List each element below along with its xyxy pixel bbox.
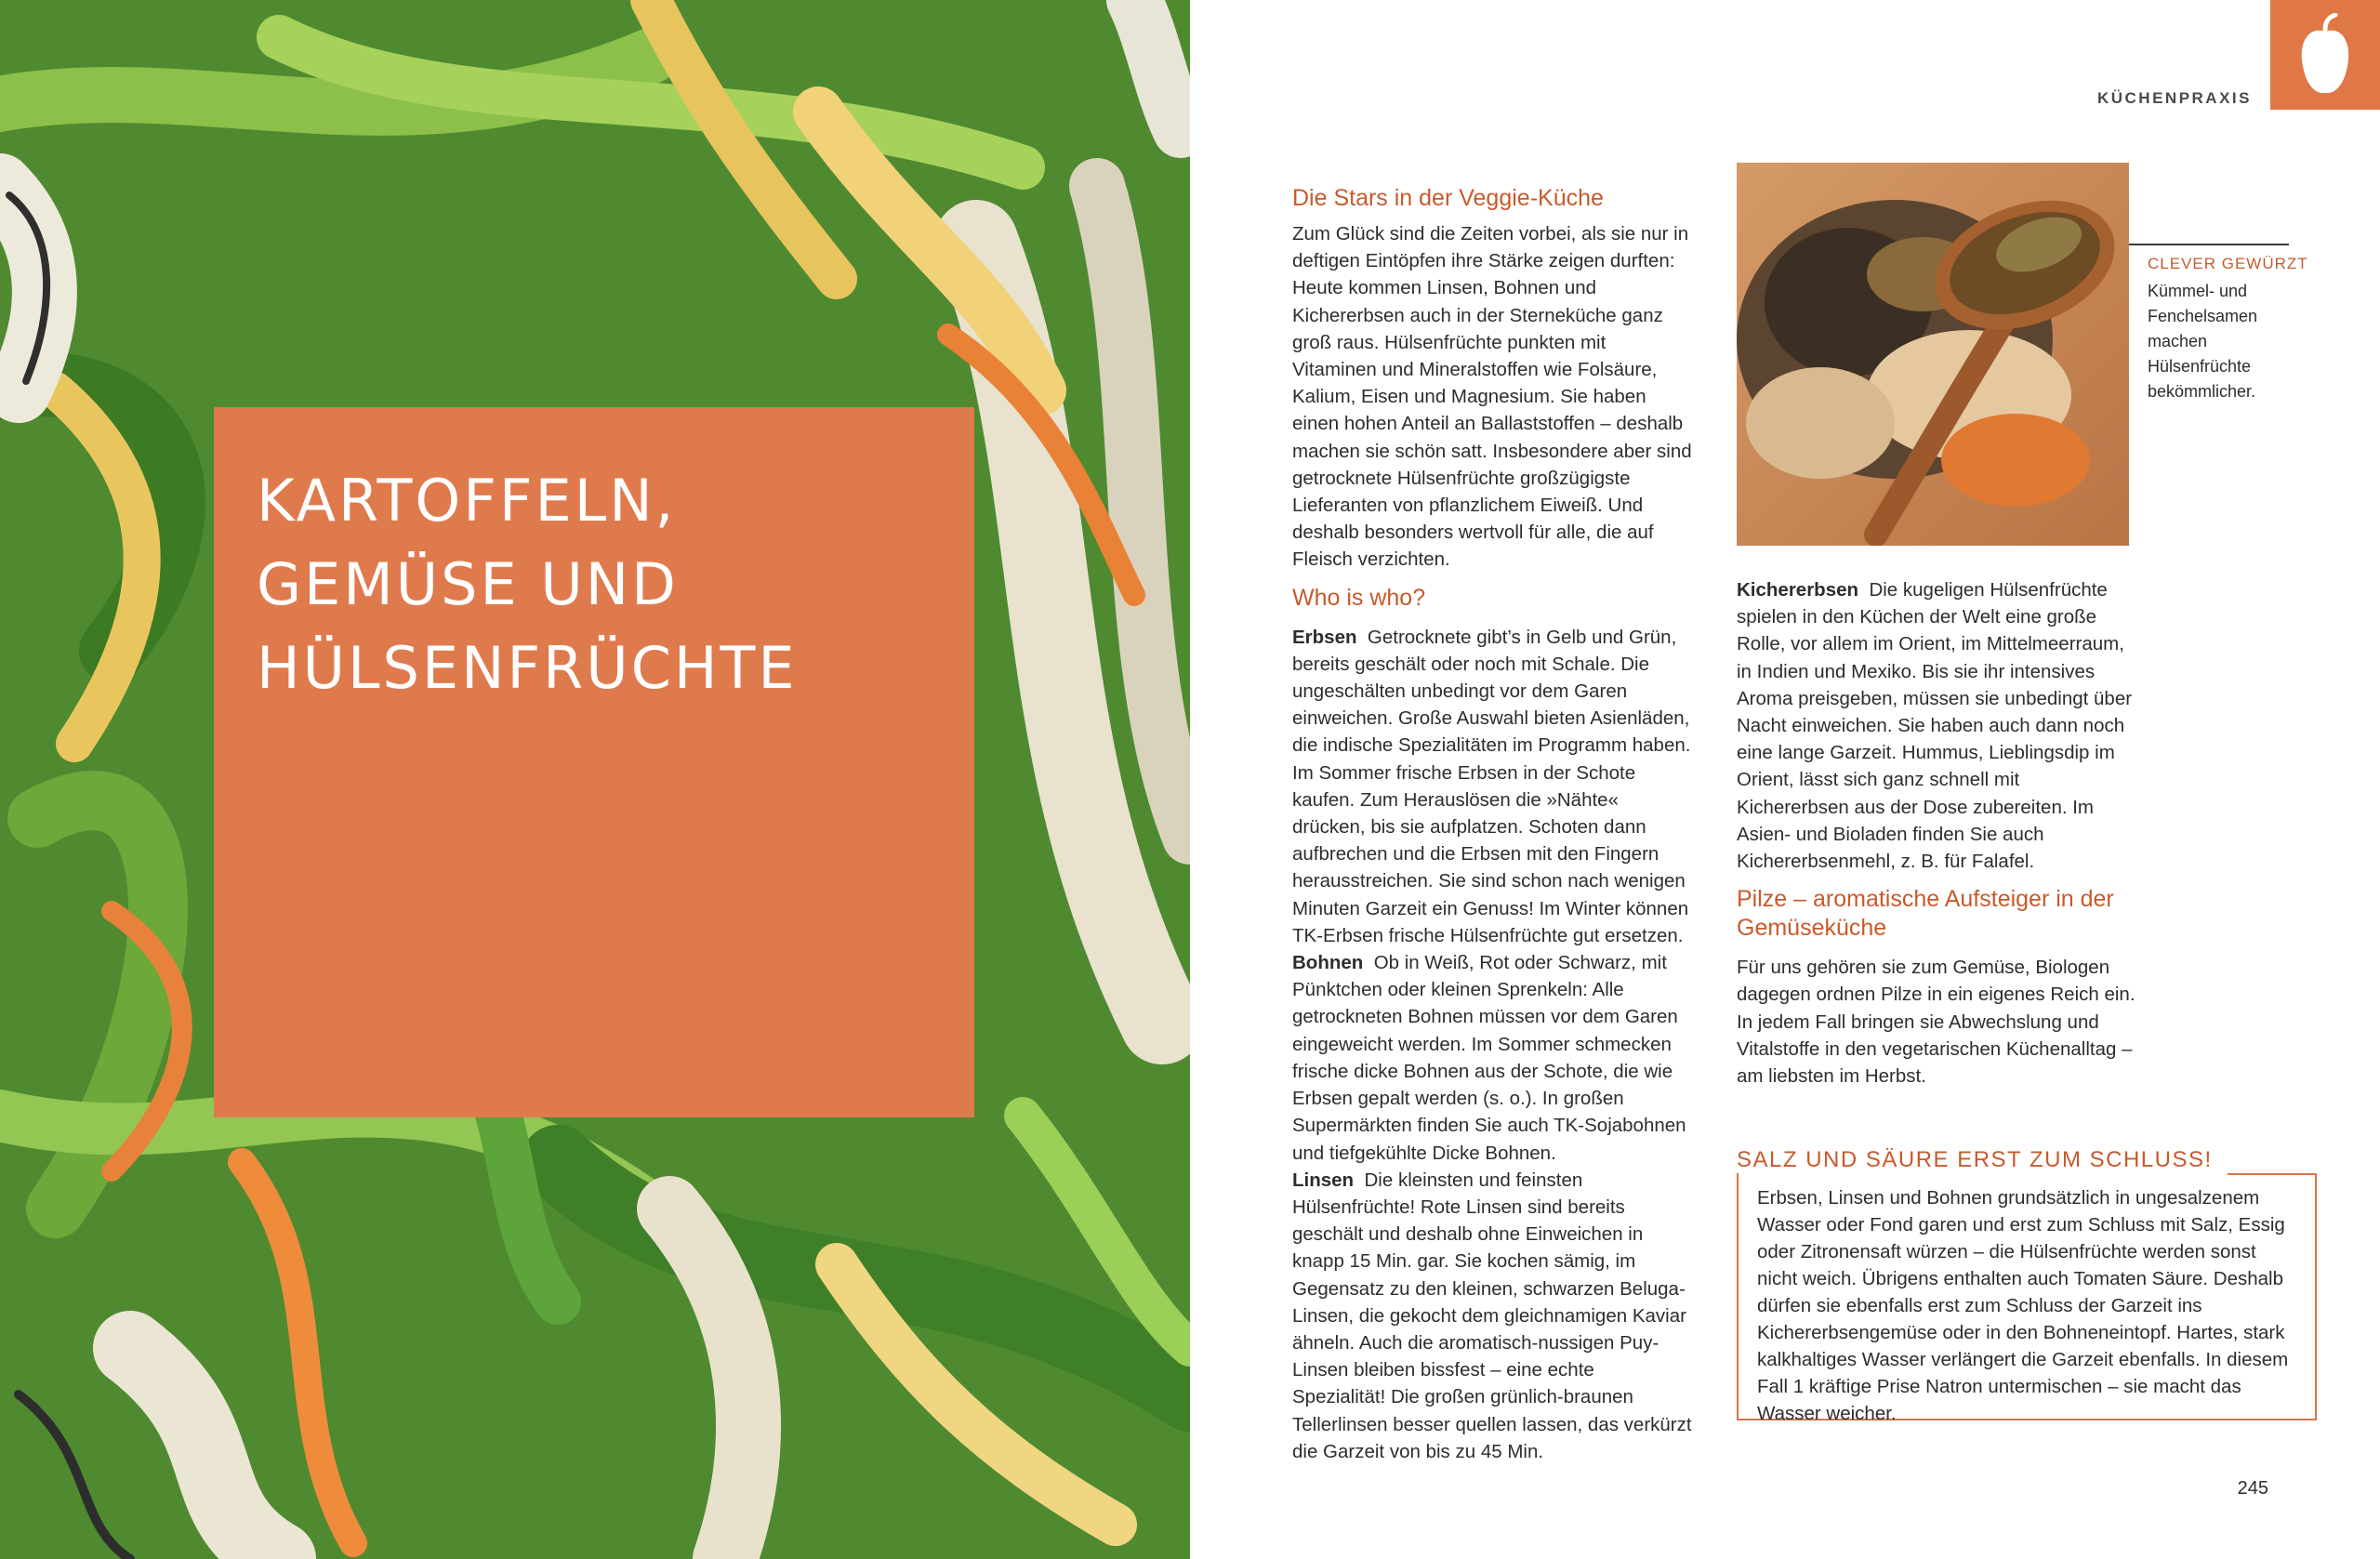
running-head: KÜCHENPRAXIS — [2096, 89, 2252, 107]
text-column-2 — [1737, 576, 2136, 1090]
chapter-title-line-3: HÜLSENFRÜCHTE — [257, 634, 798, 702]
caption-rule — [2129, 244, 2289, 245]
section-body-pilze: Für uns gehören sie zum Gemüse, Biologen dagegen ordnen Pilze in ein eigenes Reich ein. In jedem Fall bringen sie Abwechslung und Vitalstoffe in den vegetarischen Küchenalltag – am liebsten im Herbst. — [1737, 957, 2135, 1088]
chapter-title — [257, 459, 798, 710]
tip-box-top-rule — [2228, 1173, 2315, 1175]
chapter-title-box — [214, 407, 974, 1117]
chapter-title-line-2: GEMÜSE UND — [257, 550, 679, 618]
caption-title: CLEVER GEWÜRZT — [2148, 255, 2308, 272]
page-number: 245 — [2237, 1478, 2268, 1499]
bell-pepper-icon — [2300, 13, 2350, 97]
entry-bohnen — [1292, 949, 1692, 1167]
text-kichererbsen: Die kugeligen Hülsenfrüchte spielen in den Küchen der Welt eine große Rolle, vor allem im Orient, im Mittelmeerraum, in Indien und Mexiko. Bis sie ihr intensives Aroma preisgeben, müssen sie unbedingt über Nacht einweichen. Sie haben auch dann noch eine lange Garzeit. Hummus, Lieblingsdip im Orient, lässt sich ganz schnell mit Kichererbsen aus der Dose zubereiten. Im Asien- und Bioladen finden Sie auch Kichererbsenmehl, z. B. für Falafel. — [1737, 579, 2133, 873]
term-bohnen: Bohnen — [1292, 952, 1364, 974]
legumes-spoon-photo — [1737, 163, 2129, 546]
entry-kichererbsen — [1737, 576, 2136, 875]
tip-box — [1737, 1173, 2317, 1424]
term-kichererbsen: Kichererbsen — [1737, 579, 1859, 601]
section-body-veggie-stars: Zum Glück sind die Zeiten vorbei, als sie nur in deftigen Eintöpfen ihre Stärke zeigen durften: Heute kommen Linsen, Bohnen und Kichererbsen auch in der Sterneküche ganz groß raus. Hülsenfrüchte punkten mit Vitaminen und Mineralstoffen wie Folsäure, Kalium, Eisen und Magnesium. Sie haben einen hohen Anteil an Ballaststoffen – deshalb machen sie schön satt. Insbesondere aber sind getrocknete Hülsenfrüchte großzügigste Lieferanten von pflanzlichem Eiweiß. Und deshalb besonders wertvoll für alle, die auf Fleisch verzichten. — [1292, 223, 1692, 571]
caption-text: Kümmel- und Fenchelsamen machen Hülsenfrüchte bekömmlicher. — [2148, 282, 2258, 401]
chapter-tab — [2270, 0, 2380, 110]
tip-text: Erbsen, Linsen und Bohnen grundsätzlich in ungesalzenem Wasser oder Fond garen und erst zum Schluss mit Salz, Essig oder Zitronensaft würzen – die Hülsenfrüchte werden sonst nicht weich. Übrigens enthalten auch Tomaten Säure. Deshalb dürfen sie ebenfalls erst zum Schluss der Garzeit ins Kichererbsengemüse oder in den Bohneneintopf. Hartes, stark kalkhaltiges Wasser verlängert die Garzeit ebenfalls. In diesem Fall 1 kräftige Prise Natron untermischen – sie macht das Wasser weicher. — [1757, 1187, 2289, 1424]
chapter-title-line-1: KARTOFFELN, — [257, 467, 677, 535]
tip-title: SALZ UND SÄURE ERST ZUM SCHLUSS! — [1737, 1147, 2213, 1172]
section-heading-pilze: Pilze – aromatische Aufsteiger in der Gemüseküche — [1737, 886, 2114, 942]
text-column-1 — [1292, 184, 1692, 1465]
section-heading-veggie-stars: Die Stars in der Veggie-Küche — [1292, 185, 1604, 211]
text-linsen: Die kleinsten und feinsten Hülsenfrüchte! Rote Linsen sind bereits geschält und deshalb ohne Einweichen in knapp 15 Min. gar. Sie kochen sämig, im Gegensatz zu den kleinen, schwarzen Beluga-Linsen, die gekocht dem gleichnamigen Kaviar ähneln. Auch die aromatisch-nussigen Puy-Linsen bleiben bissfest – eine echte Spezialität! Die großen grünlich-braunen Tellerlinsen besser quellen lassen, das verkürzt die Garzeit von bis zu 45 Min. — [1292, 1169, 1692, 1462]
term-linsen: Linsen — [1292, 1169, 1355, 1191]
section-heading-who-is-who: Who is who? — [1292, 584, 1426, 611]
term-erbsen: Erbsen — [1292, 626, 1357, 648]
text-erbsen: Getrocknete gibt’s in Gelb und Grün, bereits geschält oder noch mit Schale. Die ungeschälten unbedingt vor dem Garen einweichen. Große Auswahl bieten Asienläden, die indische Spezialitäten im Programm haben. Im Sommer frische Erbsen in der Schote kaufen. Zum Herauslösen die »Nähte« drücken, bis sie aufplatzen. Schoten dann aufbrechen und die Erbsen mit den Fingern herausstreichen. Sie sind schon nach wenigen Minuten Garzeit ein Genuss! Im Winter können TK-Erbsen frische Hülsenfrüchte gut ersetzen. — [1292, 626, 1691, 946]
entry-erbsen — [1292, 624, 1692, 949]
text-bohnen: Ob in Weiß, Rot oder Schwarz, mit Pünktchen oder kleinen Sprenkeln: Alle getrockneten Bohnen müssen vor dem Garen eingeweicht werden. Im Sommer schmecken frische dicke Bohnen aus der Schote, die wie Erbsen gepalt werden (s. o.). In großen Supermärkten finden Sie auch TK-Sojabohnen und tiefgekühlte Dicke Bohnen. — [1292, 952, 1686, 1164]
legumes-illustration — [1737, 163, 2129, 546]
entry-linsen — [1292, 1167, 1692, 1465]
